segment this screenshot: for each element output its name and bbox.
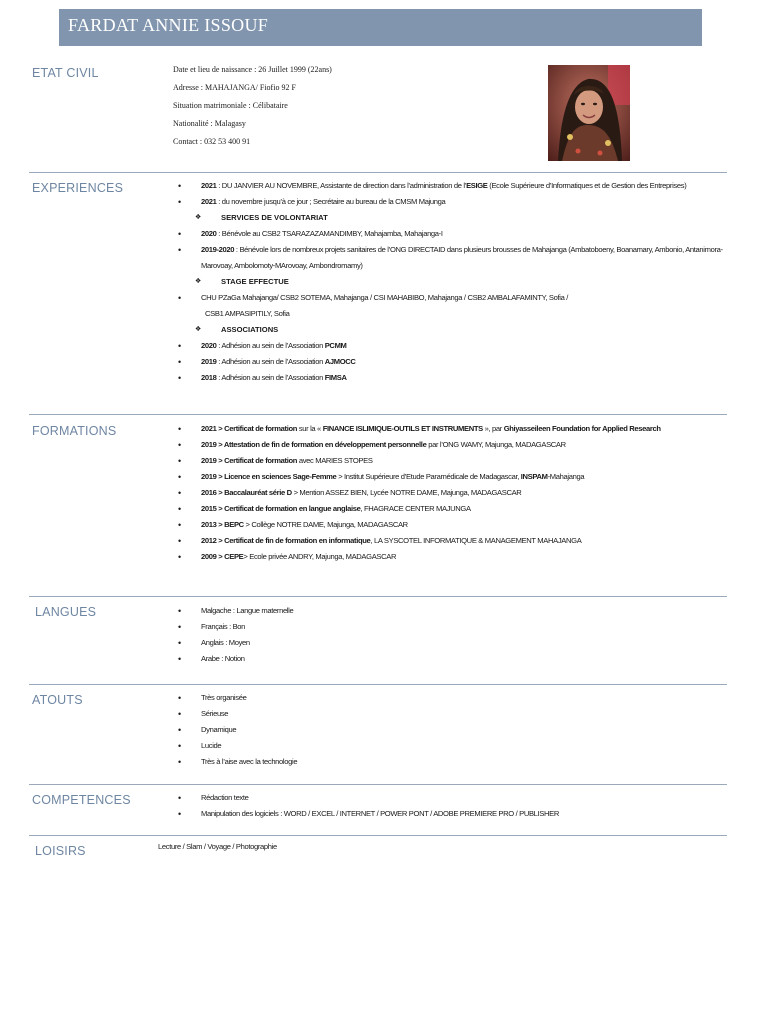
list-item: • 2009 > CEPE> Ecole privée ANDRY, Majunga, MADAGASCAR <box>173 549 733 565</box>
list-item: • 2021 : DU JANVIER AU NOVEMBRE, Assistante de direction dans l’administration de l’ESIGE (Ecole Supérieure d’Informatiques et de Gestion des Entreprises) <box>173 178 733 194</box>
section-title-loisirs: LOISIRS <box>35 844 86 858</box>
list-item: • 2012 > Certificat de fin de formation en informatique, LA SYSCOTEL INFORMATIQUE & MANAGEMENT MAHAJANGA <box>173 533 733 549</box>
list-item: • Arabe : Notion <box>173 651 733 667</box>
loisirs-text: Lecture / Slam / Voyage / Photographie <box>158 842 277 851</box>
list-item: • 2013 > BEPC > Collège NOTRE DAME, Majunga, MADAGASCAR <box>173 517 733 533</box>
section-title-competences: COMPETENCES <box>32 793 131 807</box>
subheading-stage: ❖ STAGE EFFECTUE <box>173 274 733 290</box>
list-item: • 2016 > Baccalauréat série D > Mention ASSEZ BIEN, Lycée NOTRE DAME, Majunga, MADAGASCAR <box>173 485 733 501</box>
list-item: • 2019 > Licence en sciences Sage-Femme > Institut Supérieure d’Etude Paramédicale de Madagascar, INSPAM-Mahajanga <box>173 469 733 485</box>
list-item: • 2019 > Attestation de fin de formation en développement personnelle par l’ONG WAMY, Majunga, MADAGASCAR <box>173 437 733 453</box>
list-item: • Lucide <box>173 738 733 754</box>
subheading-volontariat: ❖ SERVICES DE VOLONTARIAT <box>173 210 733 226</box>
section-title-formations: FORMATIONS <box>32 424 117 438</box>
section-title-langues: LANGUES <box>35 605 97 619</box>
header-bar <box>59 9 702 46</box>
divider-5 <box>29 784 727 785</box>
civil-address: Adresse : MAHAJANGA/ Fiofio 92 F <box>173 83 296 92</box>
atouts-list <box>173 690 733 770</box>
candidate-name: FARDAT ANNIE ISSOUF <box>68 15 269 35</box>
experiences-list <box>173 178 733 386</box>
section-title-etat-civil: ETAT CIVIL <box>32 66 99 80</box>
list-item: • 2015 > Certificat de formation en langue anglaise, FHAGRACE CENTER MAJUNGA <box>173 501 733 517</box>
competences-list <box>173 790 733 822</box>
list-item: • Anglais : Moyen <box>173 635 733 651</box>
civil-nationality: Nationalité : Malagasy <box>173 119 246 128</box>
civil-contact: Contact : 032 53 400 91 <box>173 137 251 146</box>
formations-list <box>173 421 733 565</box>
list-item: • Manipulation des logiciels : WORD / EXCEL / INTERNET / POWER PONT / ADOBE PREMIERE PRO / PUBLISHER <box>173 806 733 822</box>
list-item: • Rédaction texte <box>173 790 733 806</box>
section-title-experiences: EXPERIENCES <box>32 181 124 195</box>
divider-2 <box>29 414 727 415</box>
divider-6 <box>29 835 727 836</box>
list-item: • 2019-2020 : Bénévole lors de nombreux projets sanitaires de l’ONG DIRECTAID dans plusieurs brousses de Mahajanga (Ambatoboeny, Boanamary, Ambonio, Antanimora-Marovoay, Ambolomoty-MArovoay, Ambondromamy) <box>173 242 733 274</box>
civil-marital: Situation matrimoniale : Célibataire <box>173 101 288 110</box>
etat-civil-details <box>173 61 533 151</box>
civil-birth: Date et lieu de naissance : 26 Juillet 1999 (22ans) <box>173 65 332 74</box>
list-item: • CHU PZaGa Mahajanga/ CSB2 SOTEMA, Mahajanga / CSI MAHABIBO, Mahajanga / CSB2 AMBALAFAMINTY, Sofia / <box>173 290 733 306</box>
list-item: • Très organisée <box>173 690 733 706</box>
list-item: • 2020 : Bénévole au CSB2 TSARAZAZAMANDIMBY, Mahajamba, Mahajanga-I <box>173 226 733 242</box>
list-item: • Dynamique <box>173 722 733 738</box>
divider-3 <box>29 596 727 597</box>
list-item: • 2021 : du novembre jusqu’à ce jour ; Secrétaire au bureau de la CMSM Majunga <box>173 194 733 210</box>
list-item: • 2018 : Adhésion au sein de l’Association FIMSA <box>173 370 733 386</box>
list-item: • 2021 > Certificat de formation sur la « FINANCE ISLIMIQUE-OUTILS ET INSTRUMENTS », par Ghiyasseileen Foundation for Applied Research <box>173 421 733 437</box>
list-item: • 2019 > Certificat de formation avec MARIES STOPES <box>173 453 733 469</box>
langues-list <box>173 603 733 667</box>
list-item: • 2019 : Adhésion au sein de l’Association AJMOCC <box>173 354 733 370</box>
subheading-associations: ❖ ASSOCIATIONS <box>173 322 733 338</box>
profile-photo <box>548 65 630 161</box>
list-item: • Malgache : Langue maternelle <box>173 603 733 619</box>
list-item-continuation: CSB1 AMPASIPITILY, Sofia <box>205 309 290 318</box>
divider-4 <box>29 684 727 685</box>
section-title-atouts: ATOUTS <box>32 693 83 707</box>
list-item: • 2020 : Adhésion au sein de l’Association PCMM <box>173 338 733 354</box>
divider-1 <box>29 172 727 173</box>
list-item: • Très à l’aise avec la technologie <box>173 754 733 770</box>
list-item: • Sérieuse <box>173 706 733 722</box>
list-item: • Français : Bon <box>173 619 733 635</box>
